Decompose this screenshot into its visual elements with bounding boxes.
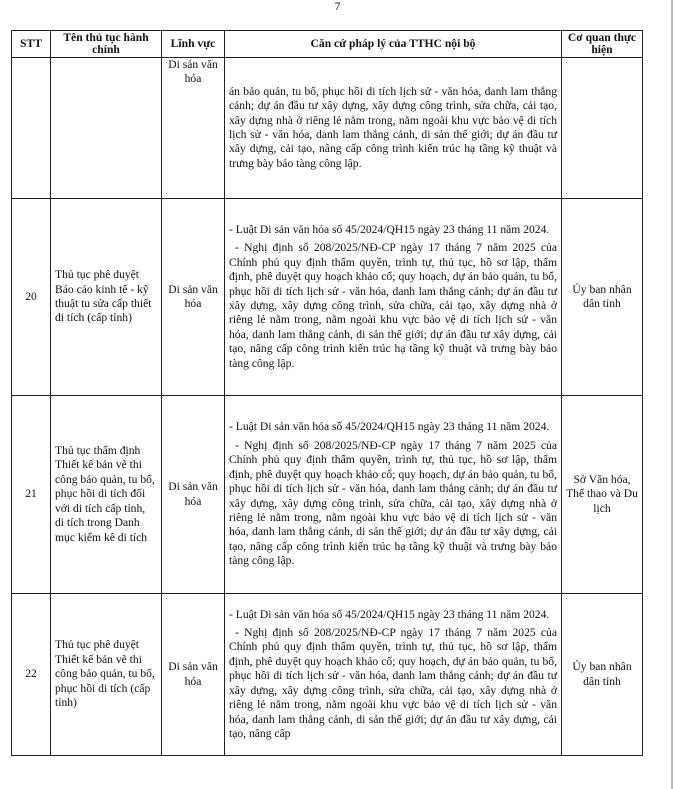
legal-continuation-text: án bảo quản, tu bổ, phục hồi di tích lịch sử - văn hóa, danh lam thắng cảnh; dự án đầu tư xây dựng, xây dựng công trình, sửa chữa, cải tạo, xây dựng nhà ở riêng lẻ nằm trong, nằm ngoài khu vực bảo vệ di tích lịch sử - văn hóa, danh lam thắng cảnh, di sản thế giới; dự án đầu tư xây dựng, cải tạo, nâng cấp công trình kiến trúc hạ tầng kỹ thuật và trưng bày bảo tàng công lập. [229,84,557,170]
page-number: 7 [334,1,341,13]
row-field: Di sản văn hóa [162,58,225,199]
row-stt [12,58,51,199]
table-row [12,396,643,594]
table-row [12,594,643,756]
legal-law-item: - Luật Di sản văn hóa số 45/2024/QH15 ngày 23 tháng 11 năm 2024. [229,420,550,434]
legal-law-item: - Luật Di sản văn hóa số 45/2024/QH15 ngày 23 tháng 11 năm 2024. [229,607,550,621]
row-stt: 21 [12,396,51,594]
row-agency: Ủy ban nhân dân tỉnh [562,594,643,756]
legal-decree-item: - Nghị định số 208/2025/NĐ-CP ngày 17 tháng 7 năm 2025 của Chính phủ quy định thẩm quyền, trình tự, thủ tục, hồ sơ lập, thẩm định, phê duyệt quy hoạch khảo cổ; quy hoạch, dự án bảo quản, tu bổ, phục hồi di tích lịch sử - văn hóa, danh lam thắng cảnh; dự án đầu tư xây dựng, xây dựng công trình, sửa chữa, cải tạo, xây dựng nhà ở riêng lẻ nằm trong, nằm ngoài khu vực bảo vệ di tích lịch sử - văn hóa, danh lam thắng cảnh, di sản thế giới; dự án đầu tư xây dựng, cải tạo, nâng cấp công trình kiến trúc hạ tầng kỹ thuật và trưng bày bảo tàng công lập. [229,438,557,568]
row-procedure-name [51,58,162,199]
procedures-table [11,30,643,756]
row-legal-basis [225,58,562,199]
row-procedure-name: Thủ tục phê duyệt Thiết kế bản vẽ thi công bảo quản, tu bổ, phục hồi di tích (cấp tỉnh) [51,594,162,756]
row-field: Di sản văn hóa [162,594,225,756]
table-row [12,199,643,396]
row-field: Di sản văn hóa [162,199,225,396]
row-agency [562,58,643,199]
header-legal-basis: Căn cứ pháp lý của TTHC nội bộ [225,31,562,58]
row-agency: Sở Văn hóa, Thể thao và Du lịch [562,396,643,594]
legal-law-item: - Luật Di sản văn hóa số 45/2024/QH15 ngày 23 tháng 11 năm 2024. [229,222,550,236]
row-stt: 20 [12,199,51,396]
header-field: Lĩnh vực [162,31,225,58]
table-row-continuation [12,58,643,199]
row-legal-basis [225,594,562,756]
row-procedure-name: Thủ tục thẩm định Thiết kế bản vẽ thi công bảo quản, tu bổ, phục hồi di tích đối với di tích cấp tỉnh, di tích trong Danh mục kiểm kê di tích [51,396,162,594]
legal-decree-item: - Nghị định số 208/2025/NĐ-CP ngày 17 tháng 7 năm 2025 của Chính phủ quy định thẩm quyền, trình tự, thủ tục, hồ sơ lập, thẩm định, phê duyệt quy hoạch khảo cổ; quy hoạch, dự án bảo quản, tu bổ, phục hồi di tích lịch sử - văn hóa, danh lam thắng cảnh; dự án đầu tư xây dựng, xây dựng công trình, sửa chữa, cải tạo, xây dựng nhà ở riêng lẻ nằm trong, nằm ngoài khu vực bảo vệ di tích lịch sử - văn hóa, danh lam thắng cảnh, di sản thế giới; dự án đầu tư xây dựng, cải tạo, nâng cấp công trình kiến trúc hạ tầng kỹ thuật và trưng bày bảo tàng công lập. [229,241,557,370]
row-field: Di sản văn hóa [162,396,225,594]
row-agency: Ủy ban nhân dân tỉnh [562,199,643,396]
table-header-row [12,31,643,58]
header-stt: STT [12,31,51,58]
header-procedure-name: Tên thủ tục hành chính [51,31,162,58]
legal-decree-item: - Nghị định số 208/2025/NĐ-CP ngày 17 tháng 7 năm 2025 của Chính phủ quy định thẩm quyền, trình tự, thủ tục, hồ sơ lập, thẩm định, phê duyệt quy hoạch khảo cổ; quy hoạch, dự án bảo quản, tu bổ, phục hồi di tích lịch sử - văn hóa, danh lam thắng cảnh; dự án đầu tư xây dựng, xây dựng công trình, sửa chữa, cải tạo, xây dựng nhà ở riêng lẻ nằm trong, nằm ngoài khu vực bảo vệ di tích lịch sử - văn hóa, danh lam thắng cảnh, di sản thế giới; dự án đầu tư xây dựng, cải tạo, nâng cấp [229,626,557,740]
page-edge-divider [671,0,673,789]
row-stt: 22 [12,594,51,756]
row-procedure-name: Thủ tục phê duyệt Báo cáo kinh tế - kỹ thuật tu sửa cấp thiết di tích (cấp tỉnh) [51,199,162,396]
row-legal-basis [225,199,562,396]
row-legal-basis [225,396,562,594]
header-agency: Cơ quan thực hiện [562,31,643,58]
